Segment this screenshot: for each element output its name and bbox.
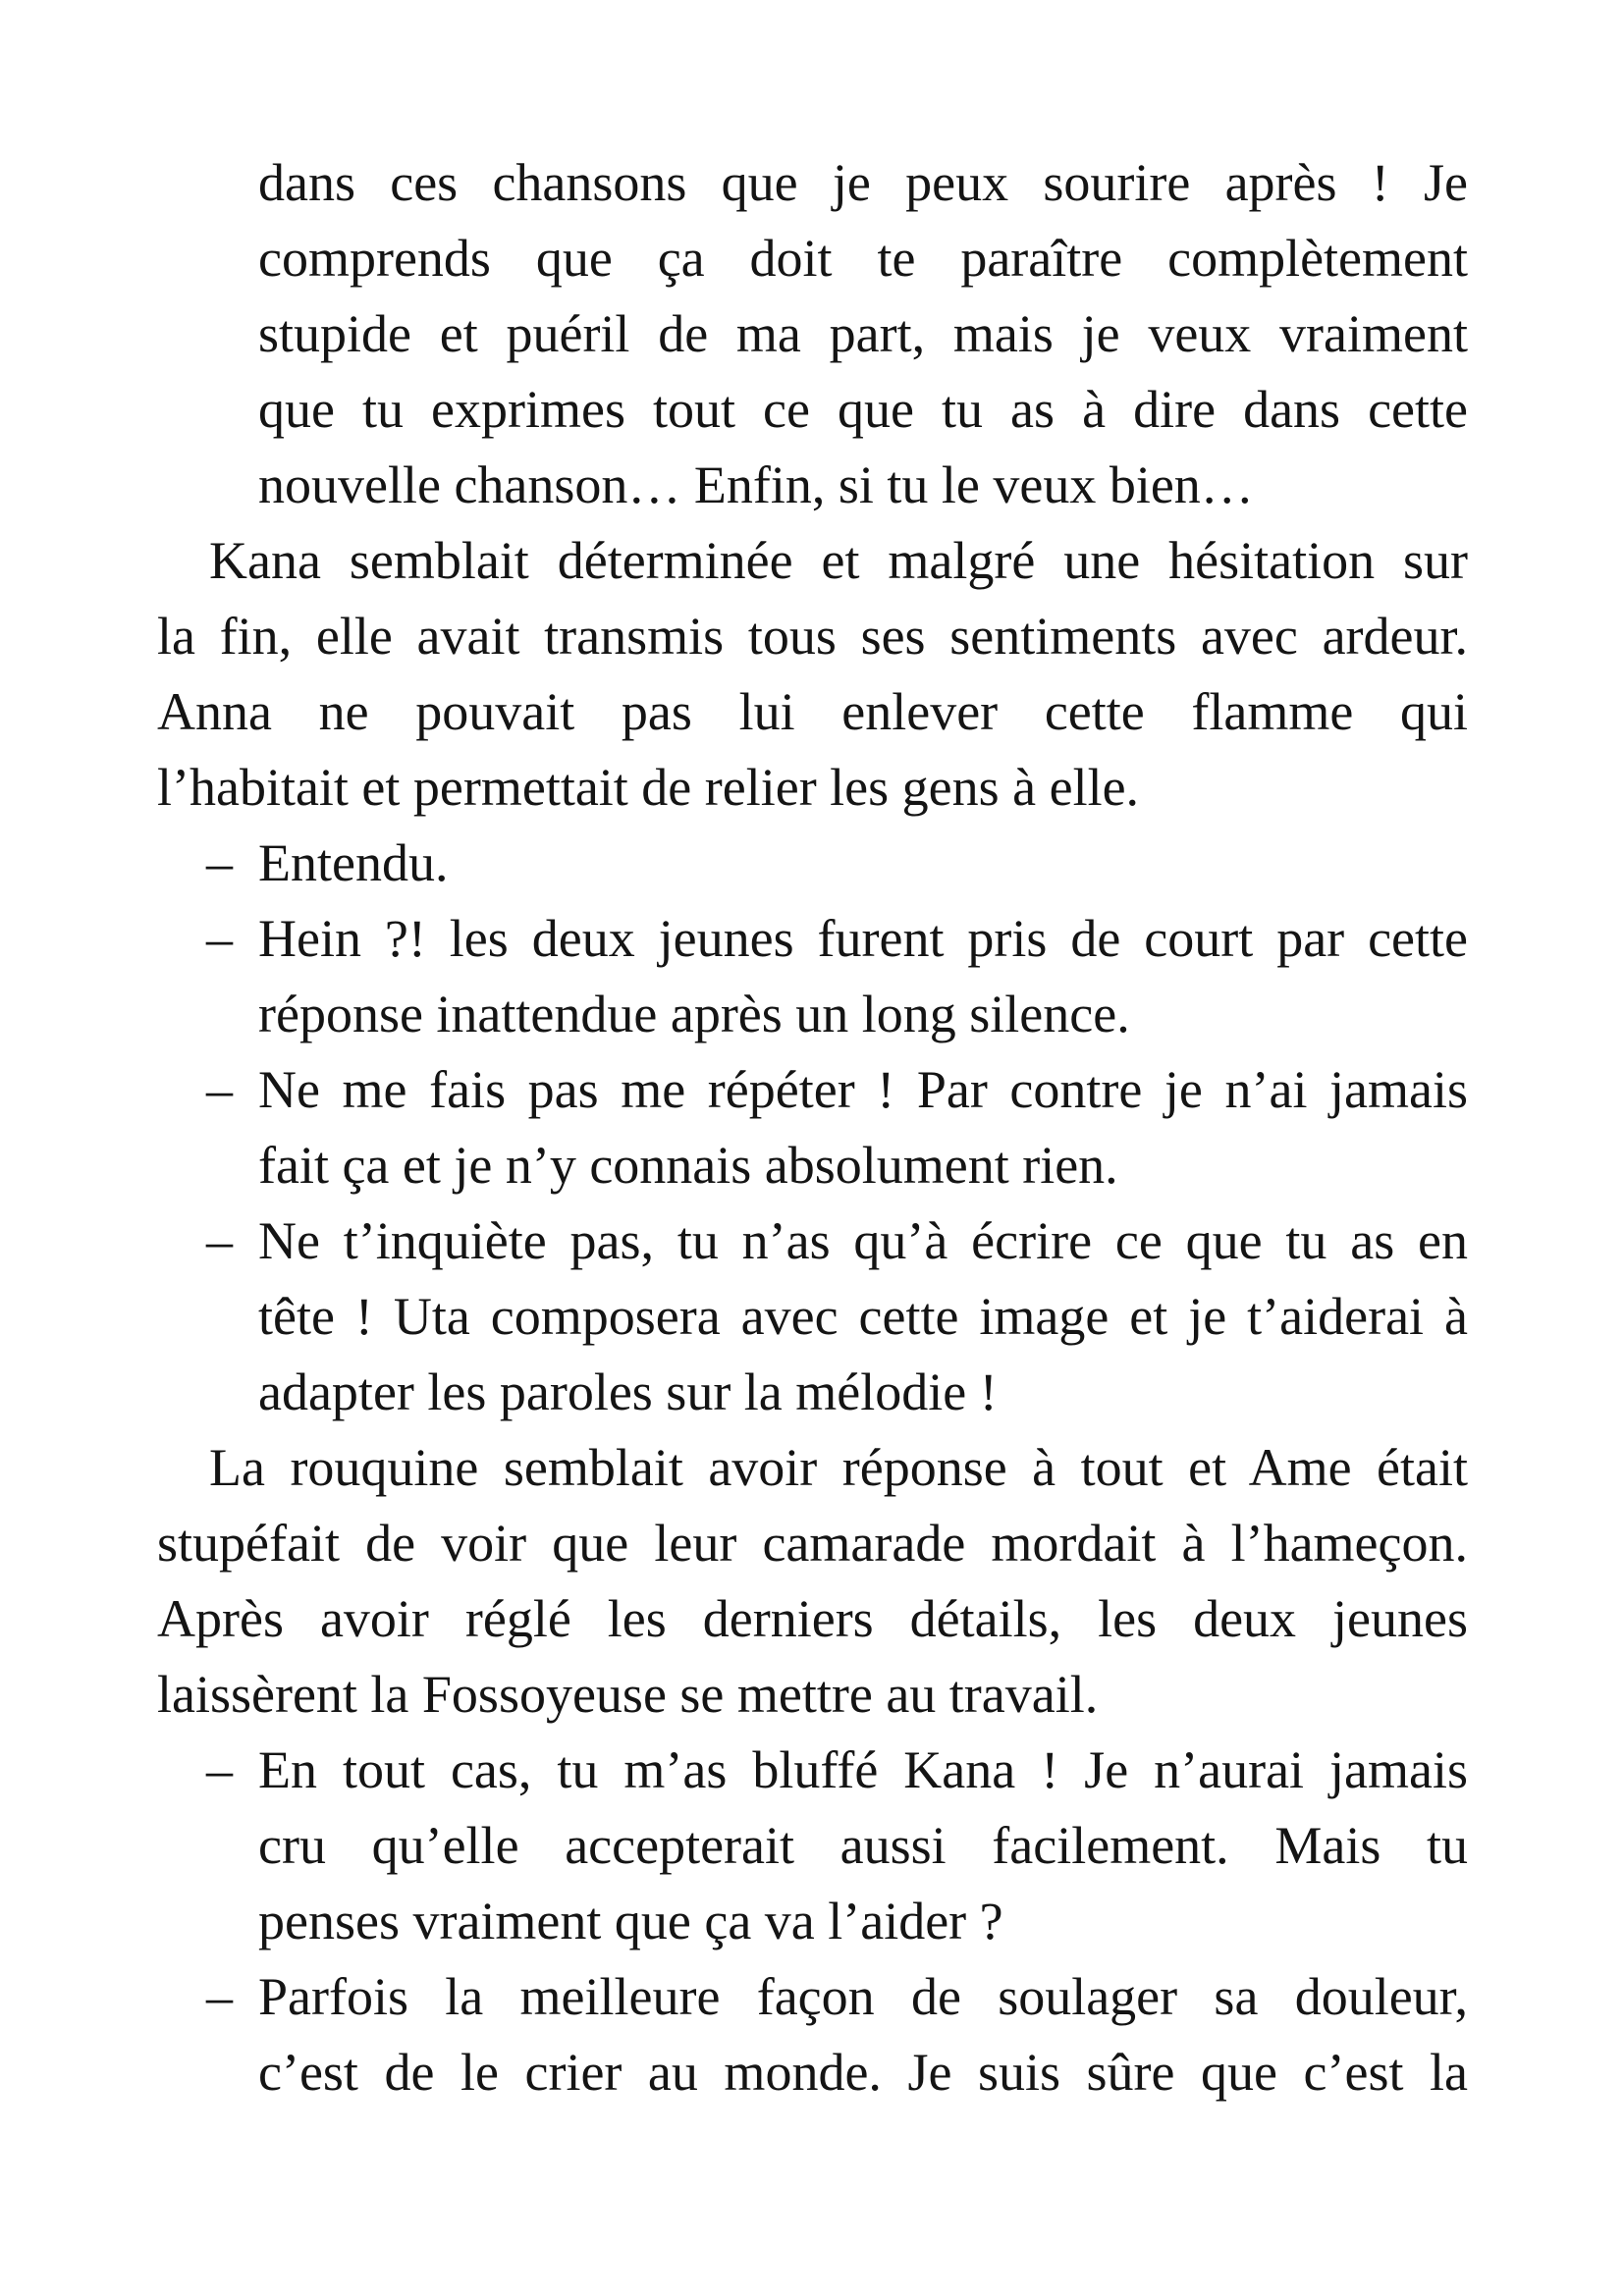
text-line: l’habitait et permettait de relier les gens à elle.: [157, 758, 1140, 817]
text-line: Kana semblait déterminée et malgré une hésitation sur: [209, 531, 1468, 590]
line-text: Hein ?! les deux jeunes furent pris de court par cette: [258, 909, 1468, 968]
text-line: dans ces chansons que je peux sourire après ! Je: [258, 153, 1468, 212]
paragraph-dialogue: [157, 1203, 1468, 1430]
text-line: nouvelle chanson… Enfin, si tu le veux bien…: [258, 455, 1254, 514]
line-text: Ne me fais pas me répéter ! Par contre je n’ai jamais: [258, 1060, 1468, 1119]
text-line: réponse inattendue après un long silence.: [258, 985, 1130, 1043]
text-line: laissèrent la Fossoyeuse se mettre au travail.: [157, 1665, 1099, 1724]
paragraph-dialogue: [157, 1733, 1468, 1959]
text-line: tête ! Uta composera avec cette image et je t’aiderai à: [258, 1287, 1468, 1346]
text-line: Après avoir réglé les derniers détails, les deux jeunes: [157, 1589, 1468, 1648]
paragraph-dialogue: [157, 826, 1468, 901]
paragraph-narration: [157, 523, 1468, 826]
paragraph-dialogue: [157, 901, 1468, 1052]
text-line: Anna ne pouvait pas lui enlever cette flamme qui: [157, 682, 1468, 741]
dialogue-dash: –: [206, 833, 233, 892]
text-line: fait ça et je n’y connais absolument rien.: [258, 1136, 1118, 1195]
text-line: [206, 901, 1468, 977]
line-text: Parfois la meilleure façon de soulager sa douleur,: [258, 1967, 1468, 2026]
dialogue-dash: –: [206, 1060, 233, 1119]
paragraph-dialogue: [157, 1959, 1468, 2110]
dialogue-dash: –: [206, 909, 233, 968]
text-line: c’est de le crier au monde. Je suis sûre que c’est la: [258, 2043, 1468, 2102]
text-line: [206, 1733, 1468, 1808]
text-line: comprends que ça doit te paraître complètement: [258, 229, 1468, 288]
line-text: Entendu.: [258, 833, 449, 892]
text-line: penses vraiment que ça va l’aider ?: [258, 1892, 1003, 1950]
text-line: stupide et puéril de ma part, mais je veux vraiment: [258, 304, 1468, 363]
text-line: stupéfait de voir que leur camarade mordait à l’hameçon.: [157, 1514, 1468, 1573]
text-line: la fin, elle avait transmis tous ses sentiments avec ardeur.: [157, 607, 1468, 666]
dialogue-dash: –: [206, 1211, 233, 1270]
dialogue-dash: –: [206, 1967, 233, 2026]
text-line: [206, 1052, 1468, 1128]
text-line: La rouquine semblait avoir réponse à tout et Ame était: [209, 1438, 1468, 1497]
text-line: [206, 1203, 1468, 1279]
paragraph-dialogue: [157, 1052, 1468, 1203]
paragraph-narration: [157, 1430, 1468, 1733]
text-line: [206, 1959, 1468, 2035]
dialogue-dash: –: [206, 1740, 233, 1799]
text-line: que tu exprimes tout ce que tu as à dire dans cette: [258, 380, 1468, 439]
text-line: cru qu’elle accepterait aussi facilement. Mais tu: [258, 1816, 1468, 1875]
text-line: [206, 826, 1468, 901]
line-text: Ne t’inquiète pas, tu n’as qu’à écrire ce que tu as en: [258, 1211, 1468, 1270]
text-line: adapter les paroles sur la mélodie !: [258, 1362, 998, 1421]
text-block: [157, 145, 1468, 2110]
line-text: En tout cas, tu m’as bluffé Kana ! Je n’aurai jamais: [258, 1740, 1468, 1799]
paragraph-dialogue-continuation: [157, 145, 1468, 523]
